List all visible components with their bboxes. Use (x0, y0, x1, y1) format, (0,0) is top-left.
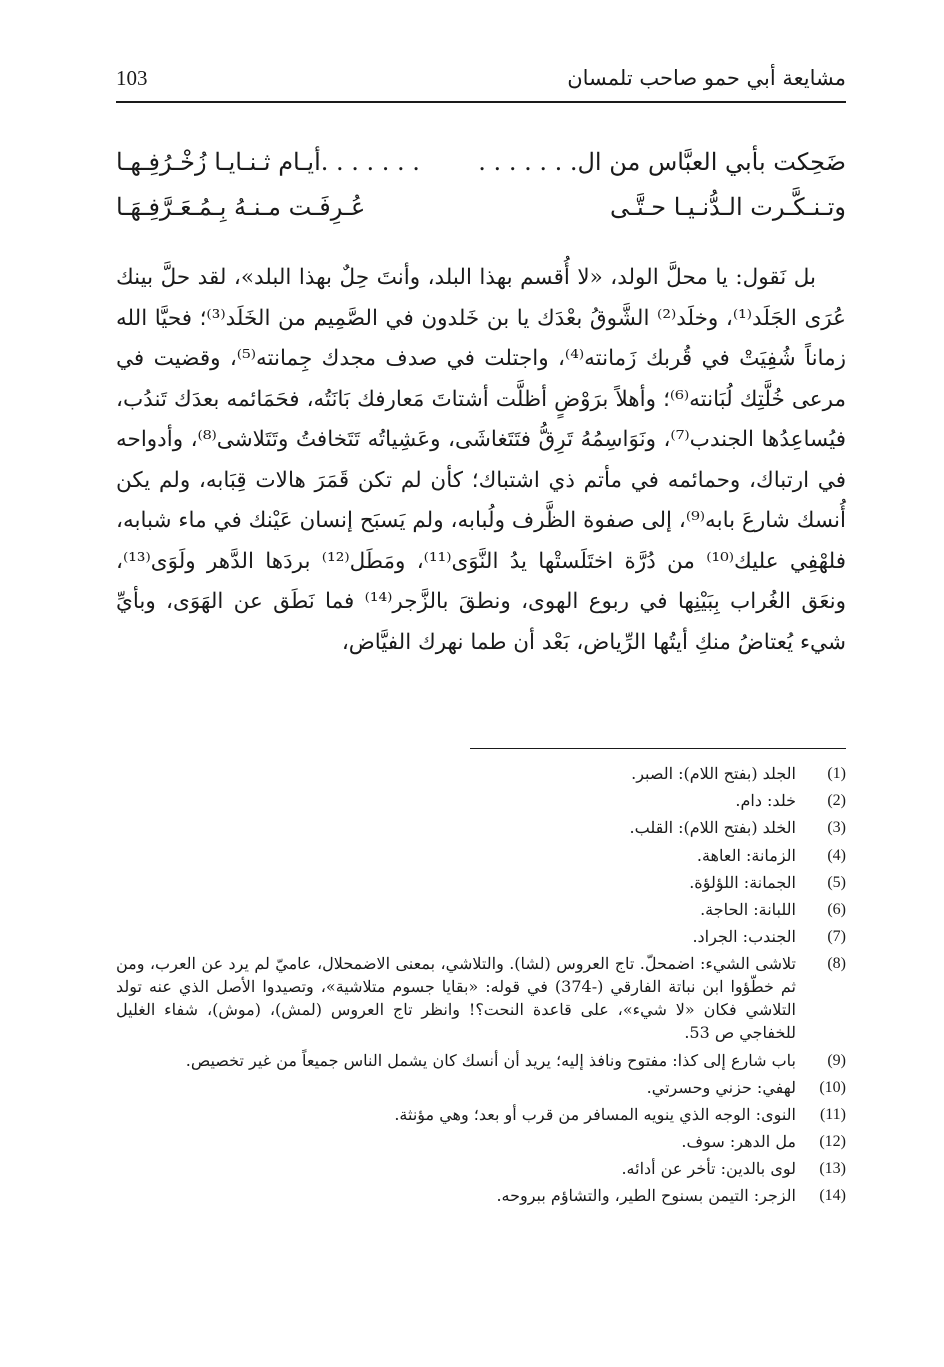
footnote-separator (470, 748, 846, 749)
paragraph: بل نَقول: يا محلَّ الولد، «لا أُقسم بهذا البلد، وأنتَ حِلٌ بهذا البلد»، لقد حلَّ بينك عُرَى الجَلَد⁽¹⁾، وخلَد⁽²⁾ الشَّوقُ بعْدَك يا بن خَلدون في الصَّمِيم من الخَلَد⁽³⁾؛ فحيَّا الله زماناً شُفِيَتْ في قُربك زَمانته⁽⁴⁾، واجتلت في صدف مجدك جِمانته⁽⁵⁾، وقضيت في مرعى خُلَّتِك لُبَانته⁽⁶⁾؛ وأهلاً برَوْضٍ أظلَّت أشتاتَ مَعارفك بَانَتُه، فحَمَائمه بعدَك تَندُب، فيُساعِدُها الجندب⁽⁷⁾، ونَوَاسِمُهُ تَرِقُّ فتَتَغاشَى، وعَشِياتُه تَتَخافتُ وتَتَلاشى⁽⁸⁾، وأدواحه في ارتباك، وحمائمه في مأتم ذي اشتباك؛ كأن لم تكن قَمَرَ هالات قِبَابه، ولم يكن أُنسك شارعَ بابه⁽⁹⁾، إلى صفوة الظَّرف ولُبابه، ولم يَسبَح إنسان عَيْنك في ماء شبابه، فلهْفِي عليك⁽¹⁰⁾ من دُرَّة اختَلَستْها يدُ النَّوَى⁽¹¹⁾، ومَطَل⁽¹²⁾ بردَها الدَّهر ولَوَى⁽¹³⁾، ونعَق الغُراب بِبَيْنِها في ربوع الهوى، ونطقَ بالزَّجر⁽¹⁴⁾ فما نَطَق عن الهَوَى، وبأيِّ شيء يُعتاضُ منكِ أيتُها الرِّياض، بَعْد أن طما نهرك الفيَّاض، (116, 265, 847, 655)
running-title: مشايعة أبي حمو صاحب تلمسان (567, 66, 846, 90)
verse-hemistich-second: . . . . . . .أيـام ثـنـايـا زُخْـرُفِـهـا (116, 148, 420, 176)
footnote (116, 871, 846, 894)
footnote-text: خلد: دام. (735, 791, 796, 811)
body-text (116, 258, 846, 663)
verse-line (116, 193, 846, 233)
running-header (116, 62, 846, 98)
footnote-number: (3) (827, 819, 846, 837)
footnote-text: الجمانة: اللؤلؤة. (689, 872, 796, 892)
footnote (116, 1157, 846, 1180)
verse-hemistich-second: عُـرِفَـت مـنـهُ بِـمُـعَـرَّفِـهَـا (116, 193, 366, 221)
footnote (116, 1103, 846, 1126)
footnote (116, 844, 846, 867)
footnote-text: الجندب: الجراد. (692, 927, 796, 947)
footnote-number: (6) (827, 900, 846, 918)
footnote-number: (4) (827, 846, 846, 864)
footnote-text: الخلد (بفتح اللام): القلب. (629, 818, 796, 838)
footnote-number: (2) (827, 792, 846, 810)
verse-line (116, 148, 846, 188)
footnote-number: (8) (827, 955, 846, 973)
footnote (116, 1184, 846, 1207)
footnote (116, 789, 846, 812)
footnote-number: (10) (819, 1078, 846, 1096)
footnote-text: النوى: الوجه الذي ينويه المسافر من قرب أو بعد؛ وهي مؤنثة. (394, 1104, 796, 1124)
footnote-number: (13) (819, 1160, 846, 1178)
footnote-text: الزمانة: العاهة. (696, 845, 796, 865)
footnote-text: باب شارع إلى كذا: مفتوح ونافذ إليه؛ يريد أن أنسك كان يشمل الناس جميعاً من غير تخصيص. (185, 1050, 796, 1070)
footnotes (116, 762, 846, 1212)
footnote (116, 1049, 846, 1072)
header-rule (116, 101, 846, 103)
footnote (116, 925, 846, 948)
footnote-number: (9) (827, 1051, 846, 1069)
footnote (116, 1076, 846, 1099)
verse-hemistich-first: ضَحِكت بأبي العبَّاس من ال. . . . . . . (478, 148, 846, 176)
footnote-number: (12) (819, 1133, 846, 1151)
footnote-text: لهفي: حزني وحسرتي. (646, 1077, 796, 1097)
footnote (116, 952, 846, 1044)
footnote-text: لوى بالدين: تأخر عن أدائه. (621, 1159, 796, 1179)
footnote-number: (5) (827, 873, 846, 891)
footnote-text: الزجر: التيمن بسنوح الطير، والتشاؤم ببروحه. (496, 1186, 796, 1206)
footnote (116, 816, 846, 839)
footnote (116, 762, 846, 785)
footnote-number: (7) (827, 928, 846, 946)
footnote-number: (14) (819, 1187, 846, 1205)
page-number: 103 (116, 66, 148, 90)
footnote-text: مل الدهر: سوف. (681, 1132, 796, 1152)
footnote (116, 898, 846, 921)
footnote-number: (1) (827, 765, 846, 782)
footnote-text: الجلد (بفتح اللام): الصبر. (631, 764, 796, 783)
footnote (116, 1130, 846, 1153)
footnote-text: اللبانة: الحاجة. (700, 899, 796, 919)
verse-hemistich-first: وتـنـكَّـرت الـدُّنـيـا حـتَّـى (609, 193, 846, 221)
footnote-number: (11) (819, 1105, 846, 1123)
footnote-text: تلاشى الشيء: اضمحلّ. تاج العروس (لشا). والتلاشي، بمعنى الاضمحلال، عاميّ لم يرد عن العرب، ومن ثم خطّؤوا ابن نباتة الفارقي (-374) في قوله: «بقايا جسوم متلاشية»، وتصيدوا الأصل الذي عنه تولد التلاشي فكان «لا شيء»، على قاعدة النحت؟! وانظر تاج العروس (لمش)، (موش)، شفاء الغليل للخفاجي ص 53. (116, 954, 797, 1043)
